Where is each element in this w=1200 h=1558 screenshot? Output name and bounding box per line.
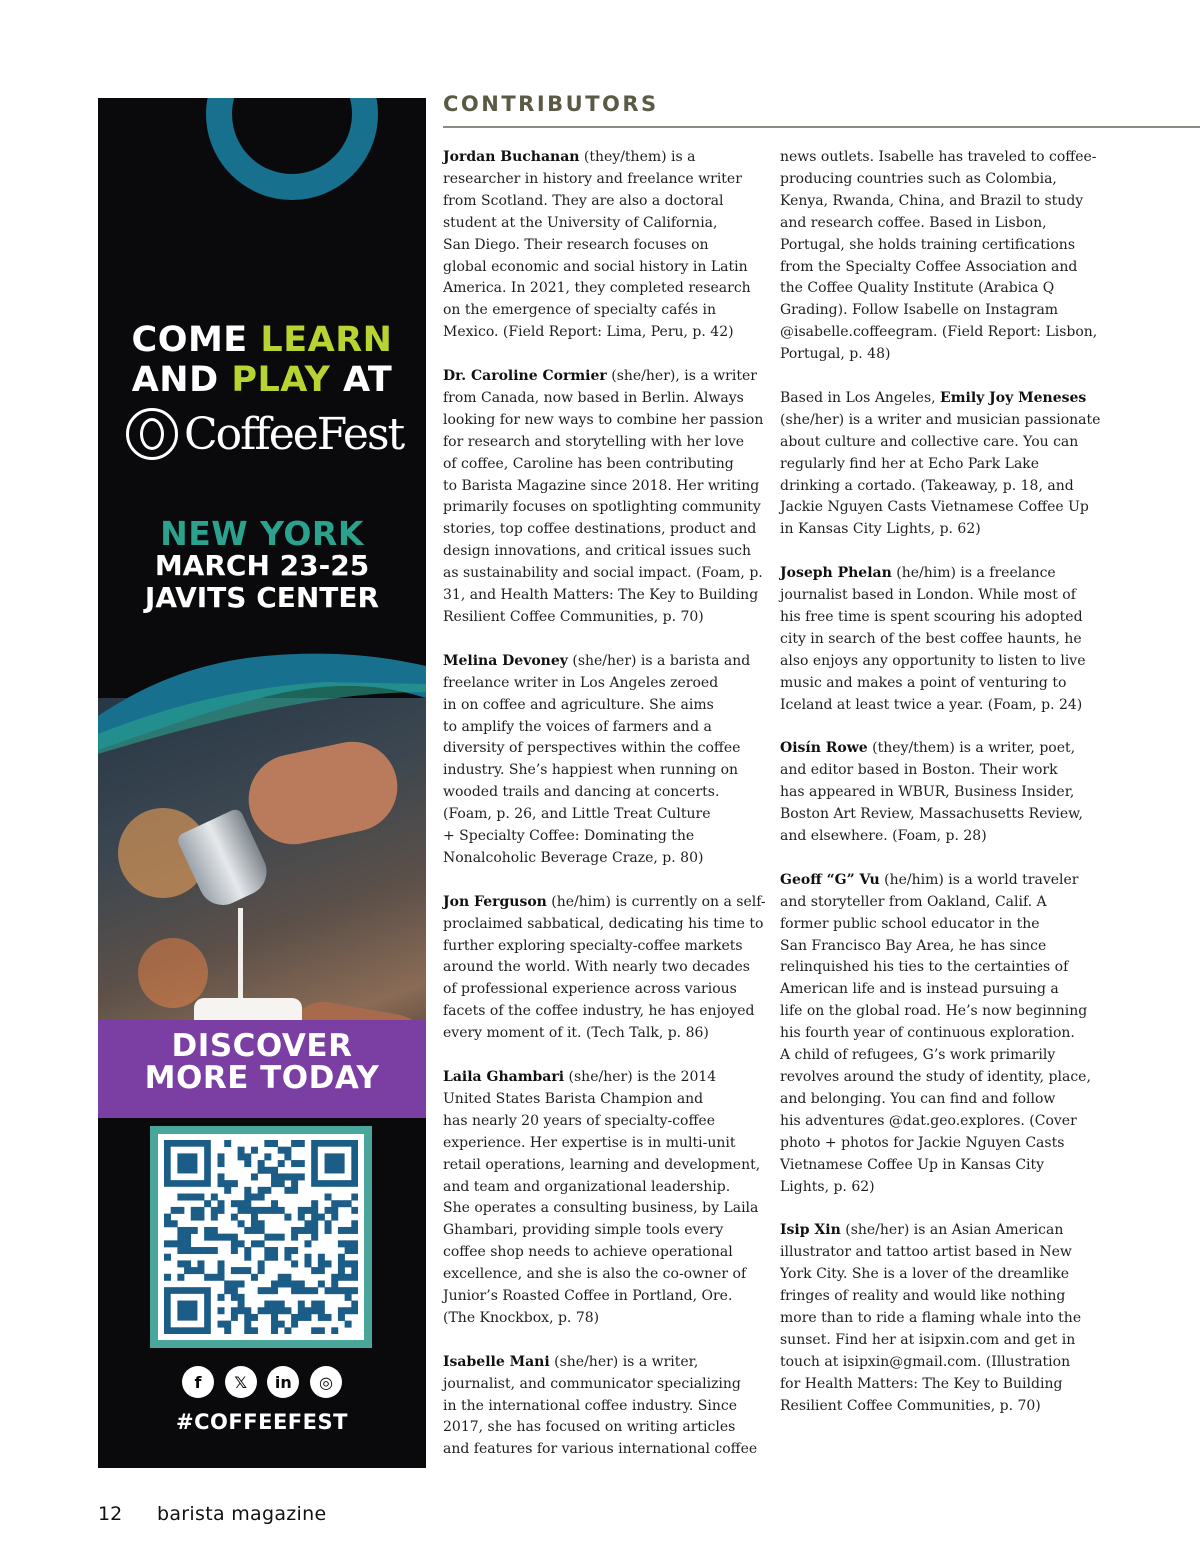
contributor-bio	[780, 388, 1100, 541]
bio-line: San Francisco Bay Area, he has since	[780, 937, 1047, 954]
bio-line: the Coffee Quality Institute (Arabica Q	[780, 280, 1055, 297]
bio-line: (she/her) is a writer,	[549, 1353, 699, 1370]
bio-line: America. In 2021, they completed research	[443, 280, 751, 297]
bio-line: (they/them) is a writer, poet,	[867, 740, 1076, 757]
bio-line: revolves around the study of identity, place,	[780, 1069, 1091, 1085]
bio-line: (The Knockbox, p. 78)	[443, 1309, 600, 1326]
ad-hashtag: #COFFEEFEST	[176, 1410, 348, 1434]
bio-line: 31, and Health Matters: The Key to Building	[443, 587, 759, 604]
x-icon[interactable]: 𝕏	[225, 1366, 257, 1398]
contributor-bio	[443, 1067, 761, 1330]
bio-line: his fourth year of continuous exploration.	[780, 1025, 1075, 1042]
coffeefest-wordmark: CoffeeFest	[184, 408, 404, 460]
bio-line: researcher in history and freelance writer	[443, 170, 742, 187]
contributor-name: Geoff “G” Vu	[780, 871, 880, 888]
bio-line: proclaimed sabbatical, dedicating his time to	[443, 915, 764, 932]
bio-line: York City. She is a lover of the dreamlike	[780, 1266, 1070, 1283]
bio-line: Junior’s Roasted Coffee in Portland, Ore.	[443, 1288, 733, 1305]
contributor-name: Dr. Caroline Cormier	[443, 368, 607, 385]
ad-cta-text[interactable]	[98, 1030, 426, 1094]
contributor-bio	[443, 147, 761, 344]
bio-line: his adventures @dat.geo.explores. (Cover	[780, 1112, 1077, 1129]
bio-line: (she/her) is a writer and musician passionate	[780, 411, 1101, 428]
bio-line: Portugal, she holds training certifications	[780, 236, 1076, 253]
bio-line: Ghambari, providing simple tools every	[443, 1222, 724, 1239]
ad-headline-word: AND	[131, 360, 232, 400]
coffeefest-logo	[126, 406, 406, 462]
bio-line: A child of refugees, G’s work primarily	[780, 1047, 1056, 1064]
qr-code[interactable]	[150, 1126, 372, 1348]
bio-line: United States Barista Champion and	[443, 1090, 704, 1107]
bio-line: global economic and social history in Latin	[443, 258, 748, 275]
facebook-icon[interactable]: f	[182, 1366, 214, 1398]
coffee-bean-logo-icon	[126, 408, 178, 460]
bio-line: @isabelle.coffeegram. (Field Report: Lisbon,	[780, 324, 1098, 341]
bio-line: (she/her) is the 2014	[564, 1069, 717, 1085]
bio-line: from Scotland. They are also a doctoral	[443, 192, 724, 209]
bio-line: former public school educator in the	[780, 915, 1040, 932]
bio-line: and features for various international coffee	[443, 1441, 758, 1458]
bio-line: about culture and collective care. You can	[780, 433, 1079, 450]
bio-line: his free time is spent scouring his adopted	[780, 609, 1083, 625]
bio-line: on the emergence of specialty cafés in	[443, 302, 717, 319]
bio-prefix: Based in Los Angeles,	[780, 389, 941, 406]
contributors-column-right	[780, 147, 1100, 1439]
contributor-name: Isip Xin	[780, 1222, 841, 1239]
bio-line: (she/her) is a barista and	[567, 652, 751, 669]
social-icons	[182, 1366, 342, 1398]
bio-line: Nonalcoholic Beverage Craze, p. 80)	[443, 849, 704, 866]
section-title: CONTRIBUTORS	[443, 92, 659, 116]
bio-line: drinking a cortado. (Takeaway, p. 18, and	[780, 477, 1074, 494]
ad-headline-highlight: PLAY	[231, 360, 331, 400]
contributor-bio	[443, 366, 764, 629]
contributors-column-left	[443, 147, 766, 1483]
bio-line: + Specialty Coffee: Dominating the	[443, 828, 695, 845]
bio-line: Grading). Follow Isabelle on Instagram	[780, 302, 1059, 319]
bio-line: news outlets. Isabelle has traveled to coffee-	[780, 149, 1097, 165]
ad-headline	[98, 320, 426, 400]
ad-event-details	[98, 550, 426, 614]
qr-code-pattern	[164, 1140, 358, 1334]
bio-line: of coffee, Caroline has been contributing	[443, 455, 734, 472]
bio-line: more than to ride a flaming whale into the	[780, 1309, 1082, 1326]
contributor-bio	[780, 738, 1100, 848]
bio-line: Resilient Coffee Communities, p. 70)	[443, 609, 704, 626]
bio-line: and belonging. You can find and follow	[780, 1090, 1056, 1107]
bio-line: (she/her) is an Asian American	[840, 1222, 1064, 1239]
ad-venue: JAVITS CENTER	[144, 581, 380, 614]
bio-line: Portugal, p. 48)	[780, 346, 891, 363]
ad-headline-word: AT	[330, 360, 393, 400]
ad-decorative-ring	[206, 98, 378, 200]
bio-line: in Kansas City Lights, p. 62)	[780, 521, 981, 538]
bio-line: has appeared in WBUR, Business Insider,	[780, 784, 1075, 801]
bio-line: for research and storytelling with her love	[443, 433, 745, 450]
bio-line: regularly find her at Echo Park Lake	[780, 455, 1040, 472]
bio-line: (Foam, p. 26, and Little Treat Culture	[443, 806, 711, 823]
bio-line: and storyteller from Oakland, Calif. A	[780, 893, 1047, 910]
bio-line: also enjoys any opportunity to listen to live	[780, 652, 1086, 669]
bio-line: life on the global road. He’s now beginning	[780, 1003, 1088, 1020]
bio-line: stories, top coffee destinations, product and	[443, 521, 757, 538]
bio-line: photo + photos for Jackie Nguyen Casts	[780, 1134, 1065, 1151]
bio-line: every moment of it. (Tech Talk, p. 86)	[443, 1025, 709, 1042]
bio-line: fringes of reality and would like nothing	[780, 1288, 1066, 1305]
contributor-bio	[443, 892, 766, 1045]
bio-line: Kenya, Rwanda, China, and Brazil to study	[780, 192, 1084, 209]
bio-line: journalist, and communicator specializing	[443, 1375, 741, 1392]
section-rule	[443, 126, 1200, 128]
ad-headline-word: COME	[131, 320, 261, 360]
bio-line: (they/them) is a	[579, 149, 696, 165]
contributor-name: Emily Joy Meneses	[940, 389, 1087, 406]
ad-dates: MARCH 23-25	[154, 549, 370, 582]
contributor-name: Jordan Buchanan	[443, 149, 580, 165]
bio-line: Resilient Coffee Communities, p. 70)	[780, 1397, 1041, 1414]
ad-city: NEW YORK	[160, 514, 364, 553]
bio-line: student at the University of California,	[443, 214, 718, 231]
ad-cta-line: DISCOVER	[171, 1028, 353, 1064]
bio-line: touch at isipxin@gmail.com. (Illustration	[780, 1353, 1071, 1370]
bio-line: freelance writer in Los Angeles zeroed	[443, 674, 719, 691]
contributor-bio	[443, 1352, 761, 1462]
bio-line: 2017, she has focused on writing articles	[443, 1419, 736, 1436]
ad-headline-highlight: LEARN	[260, 320, 393, 360]
bio-line: sunset. Find her at isipxin.com and get in	[780, 1331, 1076, 1348]
contributor-bio	[780, 147, 1100, 366]
bio-line: and research coffee. Based in Lisbon,	[780, 214, 1047, 231]
bio-line: for Health Matters: The Key to Building	[780, 1375, 1063, 1392]
bio-line: to Barista Magazine since 2018. Her writing	[443, 477, 760, 494]
bio-line: coffee shop needs to achieve operational	[443, 1244, 733, 1261]
publication-name: barista magazine	[157, 1503, 327, 1525]
linkedin-icon[interactable]: in	[267, 1366, 299, 1398]
bio-line: has nearly 20 years of specialty-coffee	[443, 1112, 715, 1129]
bio-line: facets of the coffee industry, he has enjoyed	[443, 1003, 755, 1020]
bio-line: and editor based in Boston. Their work	[780, 762, 1058, 779]
bio-line: San Diego. Their research focuses on	[443, 236, 709, 253]
contributor-name: Isabelle Mani	[443, 1353, 550, 1370]
bio-line: (he/him) is a world traveler	[879, 871, 1079, 888]
bio-line: journalist based in London. While most of	[780, 587, 1076, 604]
contributor-name: Oisín Rowe	[780, 740, 868, 757]
bio-line: industry. She’s happiest when running on	[443, 762, 739, 779]
bio-line: diversity of perspectives within the coffee	[443, 740, 741, 757]
bio-line: retail operations, learning and development,	[443, 1156, 761, 1173]
bio-line: (he/him) is currently on a self-	[546, 893, 766, 910]
coffeefest-ad[interactable]	[98, 98, 426, 1468]
bio-line: from the Specialty Coffee Association and	[780, 258, 1078, 275]
bio-line: Jackie Nguyen Casts Vietnamese Coffee Up	[780, 499, 1089, 516]
bio-line: Lights, p. 62)	[780, 1178, 875, 1195]
bio-line: (he/him) is a freelance	[891, 565, 1056, 582]
contributor-bio	[780, 563, 1100, 716]
bio-line: further exploring specialty-coffee markets	[443, 937, 743, 954]
contributor-name: Laila Ghambari	[443, 1069, 565, 1085]
bio-line: illustrator and tattoo artist based in New	[780, 1244, 1072, 1261]
instagram-icon[interactable]: ◎	[310, 1366, 342, 1398]
bio-line: American life and is instead pursuing a	[780, 981, 1059, 998]
contributor-bio	[443, 651, 761, 870]
contributor-name: Joseph Phelan	[780, 565, 892, 582]
bio-line: in the international coffee industry. Since	[443, 1397, 737, 1414]
bio-line: city in search of the best coffee haunts, he	[780, 630, 1082, 647]
bio-line: of professional experience across various	[443, 981, 737, 998]
bio-line: and elsewhere. (Foam, p. 28)	[780, 828, 987, 845]
bio-line: wooded trails and dancing at concerts.	[443, 784, 720, 801]
bio-line: Mexico. (Field Report: Lima, Peru, p. 42)	[443, 324, 734, 341]
bio-line: producing countries such as Colombia,	[780, 170, 1057, 187]
ad-brush-swoosh	[98, 646, 426, 756]
page-number: 12	[98, 1503, 123, 1525]
contributor-bio	[780, 1220, 1100, 1417]
bio-line: music and makes a point of venturing to	[780, 674, 1067, 691]
bio-line: relinquished his ties to the certainties of	[780, 959, 1069, 976]
contributor-bio	[780, 870, 1100, 1199]
bio-line: in on coffee and agriculture. She aims	[443, 696, 714, 713]
bio-line: and team and organizational leadership.	[443, 1178, 731, 1195]
bio-line: Vietnamese Coffee Up in Kansas City	[780, 1156, 1045, 1173]
contributor-name: Melina Devoney	[443, 652, 568, 669]
contributor-name: Jon Ferguson	[443, 893, 547, 910]
bio-line: to amplify the voices of farmers and a	[443, 718, 712, 735]
bio-line: primarily focuses on spotlighting community	[443, 499, 761, 516]
ad-cta-line: MORE TODAY	[144, 1060, 380, 1096]
bio-line: around the world. With nearly two decades	[443, 959, 750, 976]
bio-line: Iceland at least twice a year. (Foam, p. 24)	[780, 696, 1083, 713]
bio-line: design innovations, and critical issues such	[443, 543, 752, 560]
bio-line: excellence, and she is also the co-owner of	[443, 1266, 747, 1283]
bio-line: looking for new ways to combine her passion	[443, 411, 764, 428]
bio-line: She operates a consulting business, by Laila	[443, 1200, 759, 1217]
bio-line: Boston Art Review, Massachusetts Review,	[780, 806, 1083, 823]
bio-line: experience. Her expertise is in multi-unit	[443, 1134, 736, 1151]
bio-line: as sustainability and social impact. (Foam, p.	[443, 565, 763, 582]
bio-line: (she/her), is a writer	[606, 368, 757, 385]
bio-line: from Canada, now based in Berlin. Always	[443, 389, 744, 406]
